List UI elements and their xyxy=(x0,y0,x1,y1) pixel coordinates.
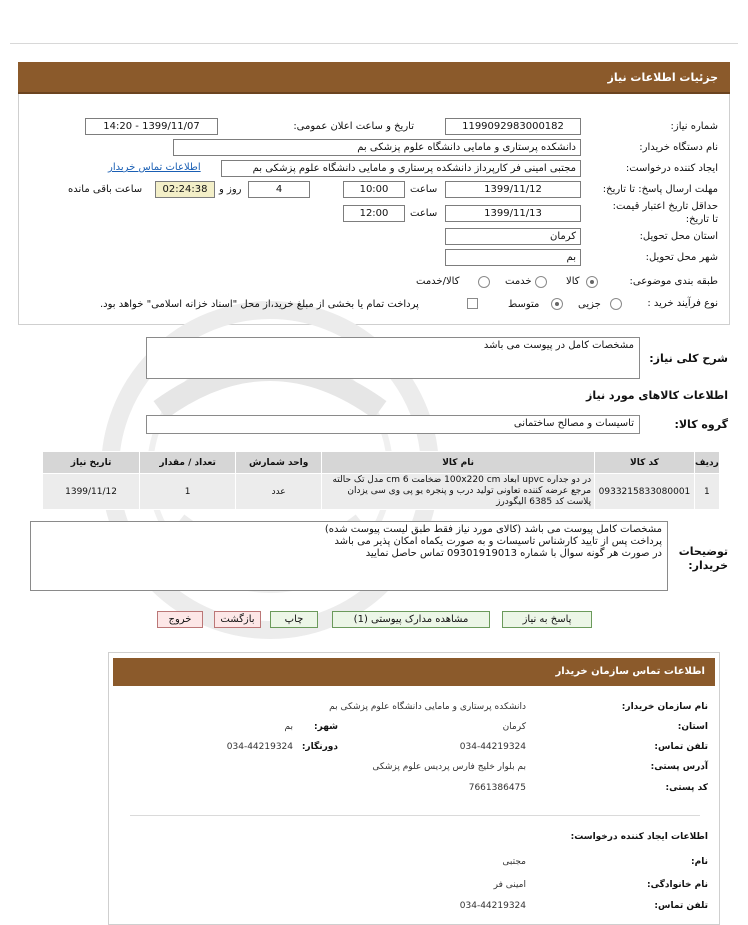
contact-buyer-name-label: نام سازمان خریدار: xyxy=(621,702,708,712)
creator-phone: 034-44219324 xyxy=(459,901,526,911)
need-number-label: شماره نیاز: xyxy=(670,121,718,132)
deadline-date-field: 1399/11/12 xyxy=(445,181,581,198)
process-option-minor: جزیی xyxy=(578,299,601,310)
cell-row: 1 xyxy=(694,474,719,510)
contact-province-label: استان: xyxy=(677,722,708,732)
process-radio-medium[interactable] xyxy=(551,298,563,310)
creator-phone-label: تلفن تماس: xyxy=(654,901,708,911)
creator-field: مجتبی امینی فر کارپرداز دانشکده پرستاری و مامایی دانشگاه علوم پزشکی بم xyxy=(221,160,581,177)
announce-field: 1399/11/07 - 14:20 xyxy=(85,118,218,135)
contact-phone-label: تلفن تماس: xyxy=(654,742,708,752)
days-field: 4 xyxy=(248,181,310,198)
goods-group-label: گروه کالا: xyxy=(674,418,728,431)
exit-button[interactable]: خروج xyxy=(157,611,203,628)
contact-title: اطلاعات تماس سازمان خریدار xyxy=(113,658,715,686)
contact-postal-label: کد پستی: xyxy=(665,783,708,793)
table-row[interactable] xyxy=(43,474,720,510)
creator-last-name: امینی فر xyxy=(493,880,526,890)
back-button[interactable]: بازگشت xyxy=(214,611,261,628)
city-field: بم xyxy=(445,249,581,266)
category-radio-goods[interactable] xyxy=(586,276,598,288)
price-valid-date-field: 1399/11/13 xyxy=(445,205,581,222)
contact-phone: 034-44219324 xyxy=(459,742,526,752)
items-table xyxy=(42,451,720,510)
creator-label: ایجاد کننده درخواست: xyxy=(625,163,718,174)
cell-qty: 1 xyxy=(140,474,236,510)
announce-label: تاریخ و ساعت اعلان عمومی: xyxy=(293,121,414,132)
price-valid-time-label: ساعت xyxy=(410,208,438,219)
top-divider xyxy=(10,43,738,44)
deadline-label: مهلت ارسال پاسخ: تا تاریخ: xyxy=(602,184,718,195)
price-valid-time-field: 12:00 xyxy=(343,205,405,222)
category-option-both: کالا/خدمت xyxy=(416,276,460,287)
process-radio-minor[interactable] xyxy=(610,298,622,310)
summary-field: مشخصات کامل در پیوست می باشد xyxy=(146,337,640,379)
goods-info-title: اطلاعات کالاهای مورد نیاز xyxy=(586,389,728,402)
table-header-row xyxy=(43,452,720,474)
payment-checkbox[interactable] xyxy=(467,298,478,309)
cell-name: در دو جداره upvc ابعاد 100x220 cm ضخامت 6 cm مدل تک حالته مرجع عرضه کننده تعاونی تولید درب و پنجره یو پی وی سی یزدان پلاست کد 6385 الیگودرز xyxy=(322,474,595,510)
contact-buyer-name: دانشکده پرستاری و مامایی دانشگاه علوم پزشکی بم xyxy=(329,702,526,712)
province-label: استان محل تحویل: xyxy=(639,231,718,242)
need-number-field: 1199092983000182 xyxy=(445,118,581,135)
buyer-notes-line-1: مشخصات کامل پیوست می باشد (کالای مورد نیاز فقط طبق لیست پیوست شده) xyxy=(324,524,662,535)
cell-date: 1399/11/12 xyxy=(43,474,140,510)
contact-city: بم xyxy=(284,722,293,732)
col-row: ردیف xyxy=(694,452,719,474)
process-label: نوع فرآیند خرید : xyxy=(647,298,718,309)
contact-province: کرمان xyxy=(502,722,526,732)
col-name: نام کالا xyxy=(322,452,595,474)
contact-city-label: شهر: xyxy=(314,722,338,732)
remaining-time-field: 02:24:38 xyxy=(155,181,215,198)
buyer-notes-field xyxy=(30,521,668,591)
cell-code: 0933215833080001 xyxy=(595,474,695,510)
buyer-notes-label: توضیحات خریدار: xyxy=(678,545,728,572)
contact-panel xyxy=(108,652,720,925)
creator-first-name: مجتبی xyxy=(502,857,526,867)
contact-address: بم بلوار خلیج فارس پردیس علوم پزشکی xyxy=(372,762,526,772)
contact-divider xyxy=(130,815,700,816)
buyer-contact-link[interactable]: اطلاعات تماس خریدار xyxy=(108,162,201,173)
deadline-time-field: 10:00 xyxy=(343,181,405,198)
category-label: طبقه بندی موضوعی: xyxy=(629,276,718,287)
payment-note: پرداخت تمام یا بخشی از مبلغ خرید،از محل "اسناد خزانه اسلامی" خواهد بود. xyxy=(100,299,419,310)
reply-button[interactable]: پاسخ به نیاز xyxy=(502,611,592,628)
buyer-org-field: دانشکده پرستاری و مامایی دانشگاه علوم پزشکی بم xyxy=(173,139,581,156)
creator-info-title: اطلاعات ایجاد کننده درخواست: xyxy=(570,832,708,842)
col-code: کد کالا xyxy=(595,452,695,474)
price-valid-label: حداقل تاریخ اعتبار قیمت: تا تاریخ: xyxy=(612,201,718,225)
summary-label: شرح کلی نیاز: xyxy=(649,352,728,365)
days-label: روز و xyxy=(219,184,242,195)
cell-unit: عدد xyxy=(236,474,322,510)
process-option-medium: متوسط xyxy=(508,299,540,310)
category-option-goods: کالا xyxy=(566,276,580,287)
contact-address-label: آدرس پستی: xyxy=(650,762,708,772)
view-attachments-button[interactable]: مشاهده مدارک پیوستی (1) xyxy=(332,611,490,628)
deadline-time-label: ساعت xyxy=(410,184,438,195)
buyer-notes-line-3: در صورت هر گونه سوال با شماره 09301919013 تماس حاصل نمایید xyxy=(365,548,662,559)
category-radio-service[interactable] xyxy=(535,276,547,288)
print-button[interactable]: چاپ xyxy=(270,611,318,628)
creator-last-name-label: نام خانوادگی: xyxy=(646,880,708,890)
page-title: جزئیات اطلاعات نیاز xyxy=(18,62,730,94)
contact-postal: 7661386475 xyxy=(468,783,526,793)
contact-fax-label: دورنگار: xyxy=(301,742,338,752)
category-radio-both[interactable] xyxy=(478,276,490,288)
goods-group-field: تاسیسات و مصالح ساختمانی xyxy=(146,415,640,434)
city-label: شهر محل تحویل: xyxy=(645,252,718,263)
col-qty: تعداد / مقدار xyxy=(140,452,236,474)
buyer-org-label: نام دستگاه خریدار: xyxy=(639,142,718,153)
buyer-notes-line-2: پرداخت پس از تایید کارشناس تاسیسات و به صورت یکماه امکان پذیر می باشد xyxy=(334,536,662,547)
remaining-label: ساعت باقی مانده xyxy=(68,184,143,195)
contact-fax: 034-44219324 xyxy=(226,742,293,752)
creator-first-name-label: نام: xyxy=(691,857,708,867)
province-field: کرمان xyxy=(445,228,581,245)
col-date: تاریخ نیاز xyxy=(43,452,140,474)
category-option-service: خدمت xyxy=(505,276,532,287)
col-unit: واحد شمارش xyxy=(236,452,322,474)
